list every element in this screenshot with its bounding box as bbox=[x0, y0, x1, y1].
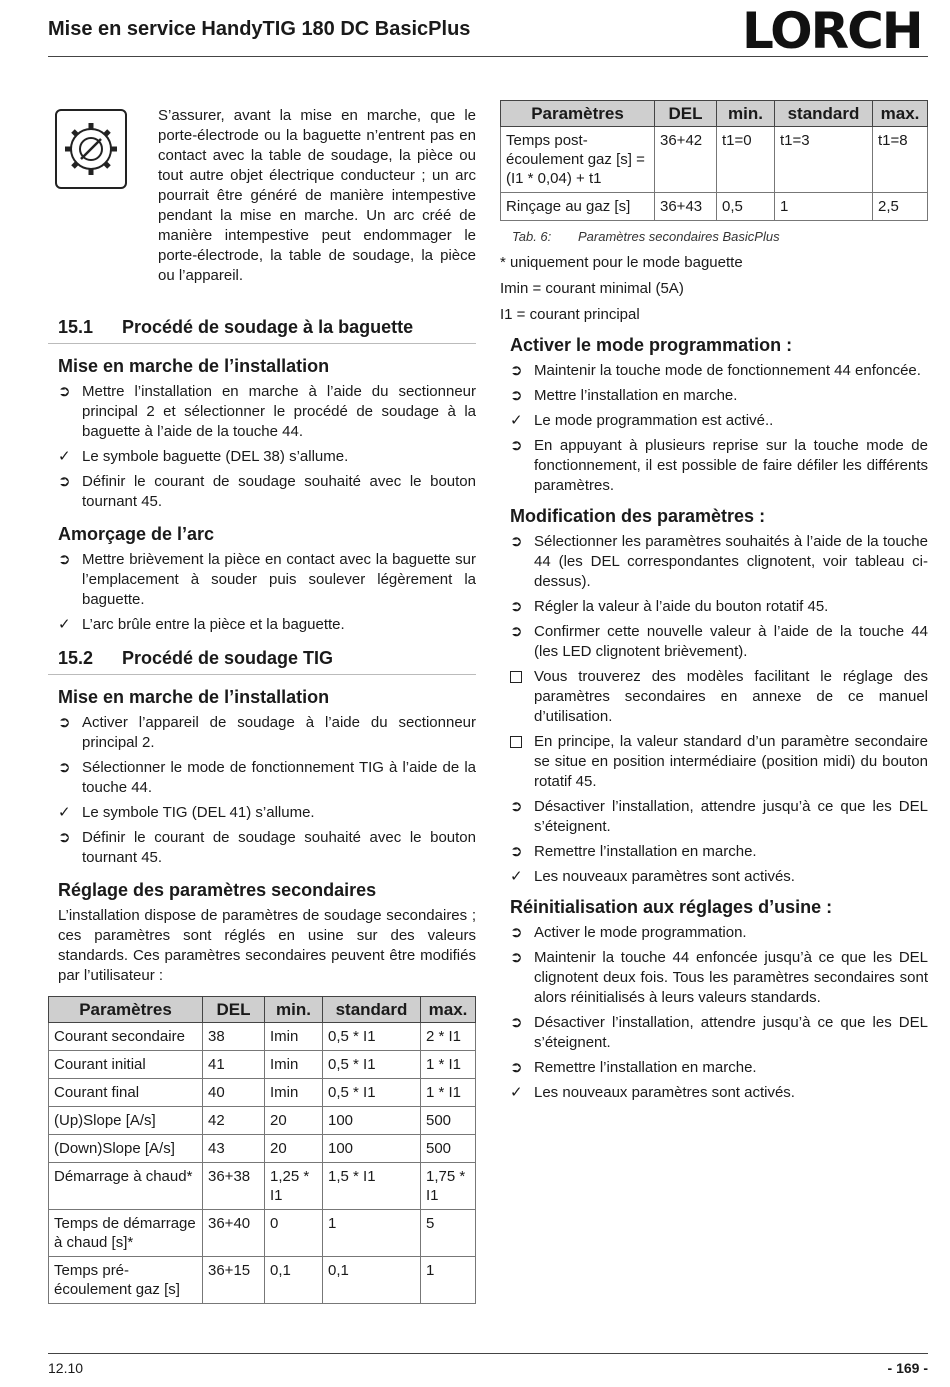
step-text: Définir le courant de soudage souhaité avec le bouton tournant 45. bbox=[82, 829, 476, 866]
table-row bbox=[49, 1079, 476, 1107]
table-cell: 0,5 * I1 bbox=[323, 1079, 421, 1107]
table-cell: 20 bbox=[265, 1135, 323, 1163]
table-cell: Imin bbox=[265, 1023, 323, 1051]
list-item bbox=[500, 867, 928, 887]
step-marker: ➲ bbox=[58, 551, 71, 568]
step-text: Activer le mode programmation. bbox=[534, 924, 747, 941]
section-heading-15-1 bbox=[48, 314, 476, 344]
table-cell: 38 bbox=[203, 1023, 265, 1051]
step-marker: ➲ bbox=[58, 759, 71, 776]
list-item bbox=[500, 732, 928, 792]
table-header-row bbox=[49, 997, 476, 1023]
table-cell: 20 bbox=[265, 1107, 323, 1135]
table-cell: 1 bbox=[775, 193, 873, 221]
caption-number: Tab. 6: bbox=[512, 229, 552, 244]
step-text: Remettre l’installation en marche. bbox=[534, 1059, 757, 1076]
list-item bbox=[500, 797, 928, 837]
step-list bbox=[48, 713, 476, 868]
table-cell: t1=3 bbox=[775, 127, 873, 193]
subheading: Réinitialisation aux réglages d’usine : bbox=[510, 897, 833, 917]
step-text: Activer l’appareil de soudage à l’aide du sectionneur principal 2. bbox=[82, 714, 476, 751]
table-cell: Imin bbox=[265, 1079, 323, 1107]
table-cell: Temps pré-écoulement gaz [s] bbox=[49, 1257, 203, 1304]
step-marker: ➲ bbox=[510, 924, 523, 941]
step-text: Régler la valeur à l’aide du bouton rotatif 45. bbox=[534, 598, 829, 615]
table-cell: Rinçage au gaz [s] bbox=[501, 193, 655, 221]
caption-text: Paramètres secondaires BasicPlus bbox=[578, 229, 780, 244]
table-cell: (Down)Slope [A/s] bbox=[49, 1135, 203, 1163]
check-marker: ✓ bbox=[58, 616, 71, 633]
table-cell: 1 * I1 bbox=[421, 1079, 476, 1107]
step-marker: ➲ bbox=[58, 383, 71, 400]
table-cell: 0,5 bbox=[717, 193, 775, 221]
list-item bbox=[48, 382, 476, 442]
table-cell: Démarrage à chaud* bbox=[49, 1163, 203, 1210]
step-text: Maintenir la touche mode de fonctionnement 44 enfoncée. bbox=[534, 362, 921, 379]
list-item bbox=[500, 667, 928, 727]
step-text: Le symbole baguette (DEL 38) s’allume. bbox=[82, 448, 349, 465]
table-header-row bbox=[501, 101, 928, 127]
warning-block bbox=[48, 106, 476, 304]
checkbox-icon bbox=[510, 667, 530, 689]
table-cell: 1,5 * I1 bbox=[323, 1163, 421, 1210]
list-item bbox=[500, 622, 928, 662]
step-marker: ➲ bbox=[510, 798, 523, 815]
step-text: Sélectionner les paramètres souhaités à l’aide de la touche 44 (les DEL correspondantes clignotent, voir tableau ci-dessus). bbox=[534, 533, 928, 590]
brand-logo: LORCH bbox=[742, 2, 922, 60]
step-text: Le symbole TIG (DEL 41) s’allume. bbox=[82, 804, 315, 821]
left-column bbox=[48, 106, 476, 1304]
table-row bbox=[49, 1107, 476, 1135]
table-cell: 36+43 bbox=[655, 193, 717, 221]
table-cell: 100 bbox=[323, 1107, 421, 1135]
table-cell: 1 bbox=[421, 1257, 476, 1304]
table-row bbox=[49, 1257, 476, 1304]
note-line: Imin = courant minimal (5A) bbox=[500, 280, 684, 297]
list-item bbox=[500, 1058, 928, 1078]
paragraph: L’installation dispose de paramètres de soudage secondaires ; ces paramètres sont réglés en usine sur des valeurs standards. Ces paramètres secondaires peuvent être modifiés par l’utilisateur : bbox=[58, 907, 476, 984]
section-number: 15.2 bbox=[58, 648, 94, 668]
table-cell: 1,75 * I1 bbox=[421, 1163, 476, 1210]
table-cell: 500 bbox=[421, 1107, 476, 1135]
secondary-params-table bbox=[48, 996, 476, 1304]
step-list bbox=[48, 550, 476, 635]
list-item bbox=[500, 436, 928, 496]
section-title: Procédé de soudage à la baguette bbox=[122, 317, 414, 337]
step-text: Vous trouverez des modèles facilitant le réglage des paramètres secondaires en annexe de ce manuel d’utilisation. bbox=[534, 668, 928, 725]
step-list bbox=[500, 532, 928, 887]
step-text: En principe, la valeur standard d’un paramètre secondaire se situe en position intermédiaire (position midi) du bouton rotatif 45. bbox=[534, 733, 928, 790]
page-number: - 169 - bbox=[887, 1360, 928, 1376]
step-text: Sélectionner le mode de fonctionnement TIG à l’aide de la touche 44. bbox=[82, 759, 476, 796]
subheading: Réglage des paramètres secondaires bbox=[58, 880, 377, 900]
table-cell: 0,1 bbox=[323, 1257, 421, 1304]
table-cell: t1=8 bbox=[873, 127, 928, 193]
table-cell: Courant initial bbox=[49, 1051, 203, 1079]
step-text: Désactiver l’installation, attendre jusqu’à ce que les DEL s’éteignent. bbox=[534, 798, 928, 835]
right-column bbox=[500, 100, 928, 1108]
col-header: standard bbox=[775, 101, 873, 127]
table-cell: Temps post-écoulement gaz [s] = (I1 * 0,04) + t1 bbox=[501, 127, 655, 193]
step-text: Confirmer cette nouvelle valeur à l’aide de la touche 44 (les LED clignotent brièvement). bbox=[534, 623, 928, 660]
table-cell: 1 * I1 bbox=[421, 1051, 476, 1079]
table-cell: Courant secondaire bbox=[49, 1023, 203, 1051]
table-cell: 2,5 bbox=[873, 193, 928, 221]
col-header: max. bbox=[873, 101, 928, 127]
step-text: Les nouveaux paramètres sont activés. bbox=[534, 1084, 795, 1101]
step-marker: ➲ bbox=[510, 1014, 523, 1031]
step-marker: ➲ bbox=[510, 533, 523, 550]
check-marker: ✓ bbox=[58, 804, 71, 821]
step-marker: ➲ bbox=[510, 623, 523, 640]
table-cell: 500 bbox=[421, 1135, 476, 1163]
table-cell: (Up)Slope [A/s] bbox=[49, 1107, 203, 1135]
col-header: DEL bbox=[655, 101, 717, 127]
subheading: Mise en marche de l’installation bbox=[58, 356, 330, 376]
list-item bbox=[500, 361, 928, 381]
step-text: Désactiver l’installation, attendre jusqu’à ce que les DEL s’éteignent. bbox=[534, 1014, 928, 1051]
list-item bbox=[48, 713, 476, 753]
table-cell: 40 bbox=[203, 1079, 265, 1107]
table-cell: 2 * I1 bbox=[421, 1023, 476, 1051]
step-text: Définir le courant de soudage souhaité avec le bouton tournant 45. bbox=[82, 473, 476, 510]
table-row bbox=[49, 1023, 476, 1051]
list-item bbox=[500, 597, 928, 617]
col-header: Paramètres bbox=[501, 101, 655, 127]
table-cell: 36+38 bbox=[203, 1163, 265, 1210]
list-item bbox=[48, 803, 476, 823]
footer-divider bbox=[48, 1353, 928, 1354]
list-item bbox=[500, 1083, 928, 1103]
table-row bbox=[49, 1051, 476, 1079]
table-cell: Temps de démarrage à chaud [s]* bbox=[49, 1210, 203, 1257]
secondary-params-table-cont bbox=[500, 100, 928, 221]
list-item bbox=[48, 828, 476, 868]
table-cell: 42 bbox=[203, 1107, 265, 1135]
step-marker: ➲ bbox=[58, 714, 71, 731]
footer-date: 12.10 bbox=[48, 1360, 84, 1376]
section-number: 15.1 bbox=[58, 317, 94, 337]
step-list bbox=[48, 382, 476, 512]
step-marker: ➲ bbox=[58, 829, 71, 846]
col-header: min. bbox=[265, 997, 323, 1023]
list-item bbox=[48, 550, 476, 610]
step-marker: ➲ bbox=[58, 473, 71, 490]
col-header: DEL bbox=[203, 997, 265, 1023]
step-marker: ➲ bbox=[510, 843, 523, 860]
page-header-title: Mise en service HandyTIG 180 DC BasicPlus bbox=[48, 18, 471, 40]
table-cell: 41 bbox=[203, 1051, 265, 1079]
list-item bbox=[500, 532, 928, 592]
list-item bbox=[500, 923, 928, 943]
table-cell: 0,5 * I1 bbox=[323, 1051, 421, 1079]
table-row bbox=[49, 1135, 476, 1163]
list-item bbox=[48, 758, 476, 798]
list-item bbox=[500, 1013, 928, 1053]
note-line: I1 = courant principal bbox=[500, 306, 640, 323]
table-cell: 0,1 bbox=[265, 1257, 323, 1304]
table-cell: Courant final bbox=[49, 1079, 203, 1107]
table-cell: 100 bbox=[323, 1135, 421, 1163]
step-marker: ➲ bbox=[510, 598, 523, 615]
warning-text: S’assurer, avant la mise en marche, que le porte-électrode ou la baguette n’entrent pas en contact avec la table de soudage, la pièce ou tout autre objet électrique conducteur ; un arc pourrait être généré de manière intempestive pendant la mise en marche. Un arc créé de manière intempestive peut endommager le porte-électrode, la table de soudage, la pièce ou l’appareil. bbox=[158, 107, 476, 284]
step-marker: ➲ bbox=[510, 437, 523, 454]
table-row bbox=[49, 1163, 476, 1210]
step-text: En appuyant à plusieurs reprise sur la touche mode de fonctionnement, il est possible de faire défiler les différents paramètres. bbox=[534, 437, 928, 494]
step-list bbox=[500, 923, 928, 1103]
step-text: Mettre brièvement la pièce en contact avec la baguette sur l’emplacement à souder puis soulever légèrement la baguette. bbox=[82, 551, 476, 608]
subheading: Modification des paramètres : bbox=[510, 506, 766, 526]
list-item bbox=[500, 948, 928, 1008]
table-cell: 36+15 bbox=[203, 1257, 265, 1304]
col-header: max. bbox=[421, 997, 476, 1023]
step-text: L’arc brûle entre la pièce et la baguette. bbox=[82, 616, 345, 633]
check-marker: ✓ bbox=[510, 412, 523, 429]
check-marker: ✓ bbox=[510, 1084, 523, 1101]
step-list bbox=[500, 361, 928, 496]
subheading: Mise en marche de l’installation bbox=[58, 687, 330, 707]
list-item bbox=[48, 447, 476, 467]
step-text: Maintenir la touche 44 enfoncée jusqu’à ce que les DEL clignotent deux fois. Tous les paramètres secondaires sont alors réinitialisés à leurs valeurs standards. bbox=[534, 949, 928, 1006]
checkbox-icon bbox=[510, 732, 530, 754]
subheading: Activer le mode programmation : bbox=[510, 335, 793, 355]
section-heading-15-2 bbox=[48, 645, 476, 675]
step-marker: ➲ bbox=[510, 949, 523, 966]
step-text: Mettre l’installation en marche. bbox=[534, 387, 738, 404]
step-marker: ➲ bbox=[510, 1059, 523, 1076]
list-item bbox=[500, 842, 928, 862]
table-row bbox=[501, 193, 928, 221]
table-cell: 36+42 bbox=[655, 127, 717, 193]
list-item bbox=[500, 386, 928, 406]
list-item bbox=[48, 472, 476, 512]
subheading: Amorçage de l’arc bbox=[58, 524, 215, 544]
gear-warning-icon bbox=[55, 109, 127, 189]
step-marker: ➲ bbox=[510, 362, 523, 379]
step-marker: ➲ bbox=[510, 387, 523, 404]
table-cell: 5 bbox=[421, 1210, 476, 1257]
table-cell: 1 bbox=[323, 1210, 421, 1257]
table-caption bbox=[500, 221, 928, 247]
list-item bbox=[48, 615, 476, 635]
step-text: Remettre l’installation en marche. bbox=[534, 843, 757, 860]
table-cell: 43 bbox=[203, 1135, 265, 1163]
table-cell: t1=0 bbox=[717, 127, 775, 193]
table-cell: Imin bbox=[265, 1051, 323, 1079]
step-text: Mettre l’installation en marche à l’aide du sectionneur principal 2 et sélectionner le procédé de soudage à la baguette à l’aide de la touche 44. bbox=[82, 383, 476, 440]
note-line: * uniquement pour le mode baguette bbox=[500, 254, 743, 271]
table-cell: 1,25 * I1 bbox=[265, 1163, 323, 1210]
col-header: standard bbox=[323, 997, 421, 1023]
col-header: Paramètres bbox=[49, 997, 203, 1023]
check-marker: ✓ bbox=[510, 868, 523, 885]
table-cell: 0,5 * I1 bbox=[323, 1023, 421, 1051]
table-cell: 0 bbox=[265, 1210, 323, 1257]
list-item bbox=[500, 411, 928, 431]
check-marker: ✓ bbox=[58, 448, 71, 465]
header-divider bbox=[48, 56, 928, 57]
section-title: Procédé de soudage TIG bbox=[122, 648, 334, 668]
table-row bbox=[49, 1210, 476, 1257]
table-cell: 36+40 bbox=[203, 1210, 265, 1257]
step-text: Le mode programmation est activé.. bbox=[534, 412, 774, 429]
col-header: min. bbox=[717, 101, 775, 127]
step-text: Les nouveaux paramètres sont activés. bbox=[534, 868, 795, 885]
table-notes bbox=[500, 253, 928, 325]
table-row bbox=[501, 127, 928, 193]
